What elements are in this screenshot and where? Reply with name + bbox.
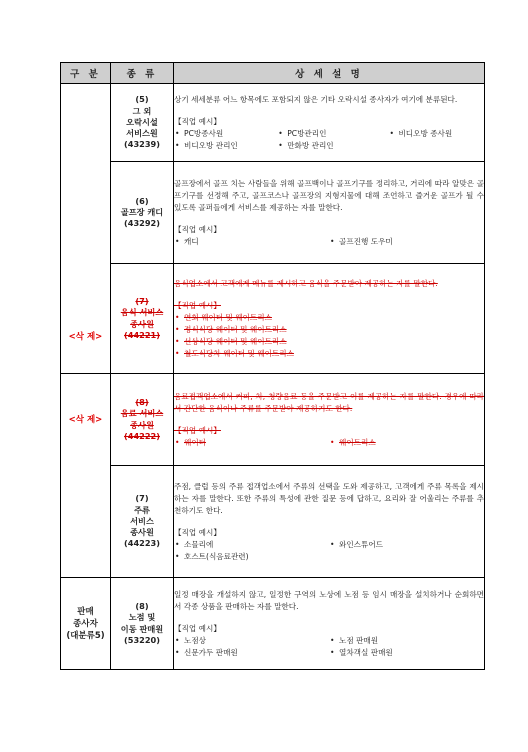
list-item: • 호스트(식음료관련)	[174, 551, 329, 563]
description-text: 골프장에서 골프 치는 사람들을 위해 골프백이나 골프기구를 정리하고, 거리에 따라 알맞은 골프기구를 선정해 주고, 골프코스나 골프장의 지형지물에 대해 조언하고 즐거운 골프가 될 수 있도록 골퍼들에게 서비스를 제공하는 자를 말한다.	[174, 178, 484, 212]
list-item: • 정식식당 웨이터 및 웨이트리스	[174, 324, 484, 336]
examples-title: 【직업 예시】	[174, 527, 221, 537]
description-text: 주점, 클럽 등의 주류 접객업소에서 주류의 선택을 도와 제공하고, 고객에게 주류 목록을 제시하는 자를 말한다. 또한 주류의 특성에 관한 질문 등에 답하고, 요리와 잘 어울리는 주류를 추천하기도 한다.	[174, 481, 484, 515]
examples-list	[174, 128, 484, 152]
table-row	[61, 578, 485, 670]
description-cell	[174, 84, 485, 162]
classification-table	[60, 62, 485, 670]
examples-title: 【직업 예시】	[174, 224, 221, 234]
description-text: 상기 세세분류 어느 항목에도 포함되지 않은 기타 오락시설 종사자가 여기에 분류된다.	[174, 94, 458, 104]
examples-list	[174, 539, 484, 563]
list-item: • 골프진행 도우미	[329, 236, 484, 248]
header-description: 상 세 설 명	[174, 63, 485, 84]
header-type: 종 류	[111, 63, 174, 84]
occupation-cell: (8) 음료 서비스 종사원 (44222)	[111, 374, 174, 466]
list-item: • 열차객실 판매원	[329, 647, 484, 659]
description-cell	[174, 162, 485, 264]
section-sales-label: 판매 종사자 (대분류5)	[61, 578, 111, 670]
table-row	[61, 264, 485, 374]
list-item: • 웨이트리스	[329, 437, 484, 449]
list-item: • 와인스튜어드	[329, 539, 484, 551]
table-row	[61, 162, 485, 264]
examples-title: 【직업 예시】	[174, 623, 221, 633]
description-cell	[174, 466, 485, 578]
examples-list	[174, 236, 484, 248]
list-item: • 신문가두 판매원	[174, 647, 329, 659]
description-text: 음식업소에서 고객에게 메뉴를 제시하고 음식을 주문받아 제공하는 자를 말한다.	[174, 278, 438, 288]
list-item: • 캐디	[174, 236, 329, 248]
list-item: • 선상식당 웨이터 및 웨이트리스	[174, 336, 484, 348]
table-row	[61, 374, 485, 466]
list-item: • 소믈리에	[174, 539, 329, 551]
description-cell	[174, 374, 485, 466]
examples-title: 【직업 예시】	[174, 300, 221, 310]
list-item: • 노점 판매원	[329, 635, 484, 647]
occupation-cell: (7) 주류 서비스 종사원 (44223)	[111, 466, 174, 578]
description-text: 음료접객업소에서 커피, 차, 청량음료 등을 주문받고 이를 제공하는 자를 말한다. 경우에 따라서 간단한 음식이나 주류를 주문받아 제공하기도 한다.	[174, 391, 484, 413]
list-item: • 노점상	[174, 635, 329, 647]
list-item: • PC방관리인	[277, 128, 380, 140]
examples-title: 【직업 예시】	[174, 425, 221, 435]
table-row	[61, 466, 485, 578]
list-item: • 연회 웨이터 및 웨이트리스	[174, 312, 484, 324]
list-item: • 철도식당차 웨이터 및 웨이트리스	[174, 348, 484, 360]
header-category: 구 분	[61, 63, 111, 84]
list-item: • 비디오방 종사원	[380, 128, 483, 140]
occupation-cell: (7) 음식 서비스 종사원 (44221)	[111, 264, 174, 374]
examples-list	[174, 437, 484, 449]
table-row	[61, 84, 485, 162]
occupation-cell: (8) 노점 및 이동 판매원 (53220)	[111, 578, 174, 670]
list-item: • 웨이터	[174, 437, 329, 449]
list-item: • 만화방 관리인	[277, 140, 380, 152]
description-text: 일정 매장을 개설하지 않고, 일정한 구역의 노상에 노점 등 임시 매장을 설치하거나 순회하면서 각종 상품을 판매하는 자를 말한다.	[174, 589, 484, 611]
list-item: • PC방종사원	[174, 128, 277, 140]
examples-list	[174, 312, 484, 360]
occupation-cell: (6) 골프장 캐디 (43292)	[111, 162, 174, 264]
description-cell	[174, 264, 485, 374]
section-deleted-label-upper: <삭 제>	[68, 332, 103, 342]
examples-list	[174, 635, 484, 659]
description-cell	[174, 578, 485, 670]
occupation-cell: (5) 그 외 오락시설 서비스원 (43239)	[111, 84, 174, 162]
section-deleted-label: <삭 제>	[61, 374, 111, 578]
list-item: • 비디오방 관리인	[174, 140, 277, 152]
examples-title: 【직업 예시】	[174, 116, 221, 126]
table-header-row	[61, 63, 485, 84]
